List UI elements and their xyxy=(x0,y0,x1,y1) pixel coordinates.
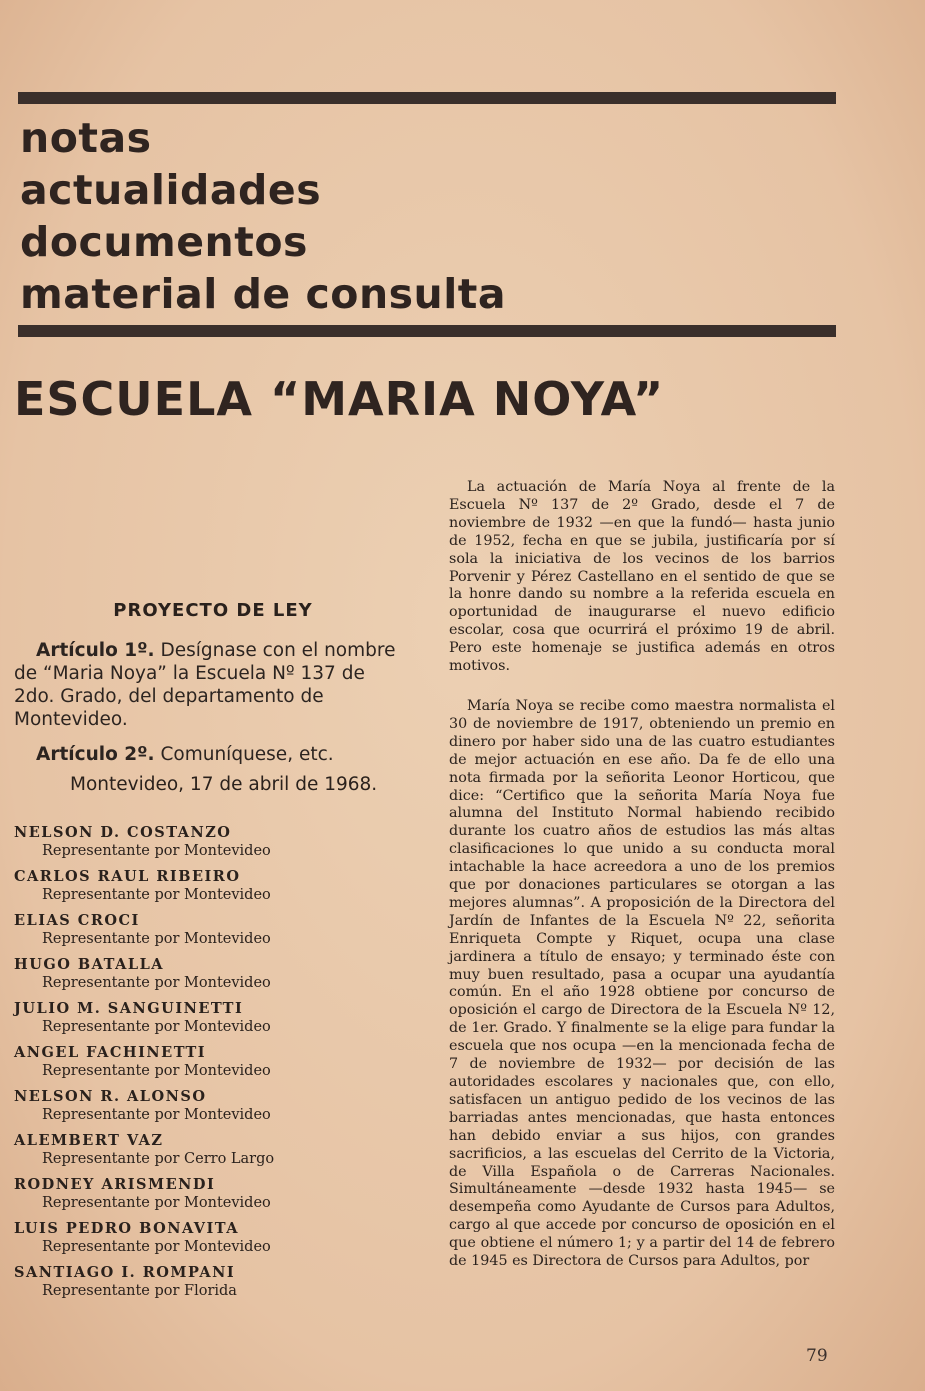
signer-role: Representante por Montevideo xyxy=(42,1107,271,1123)
section-line-material: material de consulta xyxy=(20,270,507,318)
signer-entry xyxy=(14,1175,404,1213)
section-line-notas: notas xyxy=(20,114,152,162)
signer-name: LUIS PEDRO BONAVITA xyxy=(14,1220,239,1237)
body-column xyxy=(449,479,835,1271)
signer-entry xyxy=(14,1131,404,1169)
signer-entry xyxy=(14,955,404,993)
signer-role: Representante por Montevideo xyxy=(42,931,271,947)
article-1-label: Artículo 1º. xyxy=(36,640,155,661)
signer-role: Representante por Cerro Largo xyxy=(42,1151,275,1167)
signer-name: ANGEL FACHINETTI xyxy=(14,1044,207,1061)
signer-name: CARLOS RAUL RIBEIRO xyxy=(14,868,241,885)
bill-date: Montevideo, 17 de abril de 1968. xyxy=(70,774,378,795)
article-1 xyxy=(14,639,404,731)
signer-entry xyxy=(14,999,404,1037)
signer-entry xyxy=(14,1043,404,1081)
signer-role: Representante por Montevideo xyxy=(42,1063,271,1079)
bill-column xyxy=(14,600,404,1307)
signer-entry xyxy=(14,1263,404,1301)
signer-name: RODNEY ARISMENDI xyxy=(14,1176,216,1193)
signer-role: Representante por Florida xyxy=(42,1283,237,1299)
header-bottom-rule xyxy=(18,325,836,337)
page-number: 79 xyxy=(806,1346,828,1366)
signer-role: Representante por Montevideo xyxy=(42,975,271,991)
signer-name: JULIO M. SANGUINETTI xyxy=(14,1000,244,1017)
signer-name: SANTIAGO I. ROMPANI xyxy=(14,1264,236,1281)
header-top-rule xyxy=(18,92,836,104)
section-line-documentos: documentos xyxy=(20,218,308,266)
article-2-text: Comuníquese, etc. xyxy=(154,744,334,765)
article-2 xyxy=(14,743,404,766)
signer-name: NELSON R. ALONSO xyxy=(14,1088,207,1105)
article-2-label: Artículo 2º. xyxy=(36,744,155,765)
signer-role: Representante por Montevideo xyxy=(42,1239,271,1255)
signer-role: Representante por Montevideo xyxy=(42,1019,271,1035)
signer-name: ALEMBERT VAZ xyxy=(14,1132,164,1149)
bill-heading: PROYECTO DE LEY xyxy=(113,600,313,621)
signer-role: Representante por Montevideo xyxy=(42,887,271,903)
article-title: ESCUELA “MARIA NOYA” xyxy=(14,372,665,426)
section-line-actualidades: actualidades xyxy=(20,166,322,214)
signer-list xyxy=(14,823,404,1301)
body-paragraph-1: La actuación de María Noya al frente de la Escuela Nº 137 de 2º Grado, desde el 7 de noviembre de 1932 —en que la fundó— hasta junio de 1952, fecha en que se jubila, justificaría por sí sola la iniciativa de los vecinos de los barrios Porvenir y Pérez Castellano en el sentido de que se la honre dando su nombre a la referida escuela en oportunidad de inaugurarse el nuevo edificio escolar, cosa que ocurrirá el próximo 19 de abril. Pero este homenaje se justifica además en otros motivos. xyxy=(449,479,835,675)
signer-name: ELIAS CROCI xyxy=(14,912,140,929)
signer-entry xyxy=(14,1087,404,1125)
signer-name: HUGO BATALLA xyxy=(14,956,165,973)
signer-name: NELSON D. COSTANZO xyxy=(14,824,232,841)
signer-entry xyxy=(14,911,404,949)
signer-role: Representante por Montevideo xyxy=(42,843,271,859)
signer-entry xyxy=(14,1219,404,1257)
article-1-text: Desígnase con el nombre de “Maria Noya” la Escuela Nº 137 de 2do. Grado, del departamento de Montevideo. xyxy=(14,640,396,730)
section-heading xyxy=(20,112,506,320)
signer-entry xyxy=(14,823,404,861)
signer-entry xyxy=(14,867,404,905)
signer-role: Representante por Montevideo xyxy=(42,1195,271,1211)
body-paragraph-2: María Noya se recibe como maestra normalista el 30 de noviembre de 1917, obteniendo un premio en dinero por haber sido una de las cuatro estudiantes de mejor actuación en ese año. Da fe de ello una nota firmada por la señorita Leonor Horticou, que dice: “Certifico que la señorita María Noya fue alumna del Instituto Normal habiendo recibido durante los cuatro años de estudios las más altas clasificaciones lo que unido a su conducta moral intachable la hace acreedora a uno de los premios que por donaciones particulares se otorgan a las mejores alumnas”. A proposición de la Directora del Jardín de Infantes de la Escuela Nº 22, señorita Enriqueta Compte y Riquet, ocupa una clase jardinera a título de ensayo; y terminado éste con muy buen resultado, pasa a ocupar una ayudantía común. En el año 1928 obtiene por concurso de oposición el cargo de Directora de la Escuela Nº 12, de 1er. Grado. Y finalmente se la elige para fundar la escuela que nos ocupa —en la mencionada fecha de 7 de noviembre de 1932— por decisión de las autoridades escolares y nacionales que, con ello, satisfacen un antiguo pedido de los vecinos de las barriadas antes mencionadas, que hasta entonces han debido enviar a sus hijos, con grandes sacrificios, a las escuelas del Cerrito de la Victoria, de Villa Española o de Carreras Nacionales. Simultáneamente —desde 1932 hasta 1945— se desempeña como Ayudante de Cursos para Adultos, cargo al que accede por concurso de oposición en el que obtiene el número 1; y a partir del 14 de febrero de 1945 es Directora de Cursos para Adultos, por xyxy=(449,697,835,1270)
